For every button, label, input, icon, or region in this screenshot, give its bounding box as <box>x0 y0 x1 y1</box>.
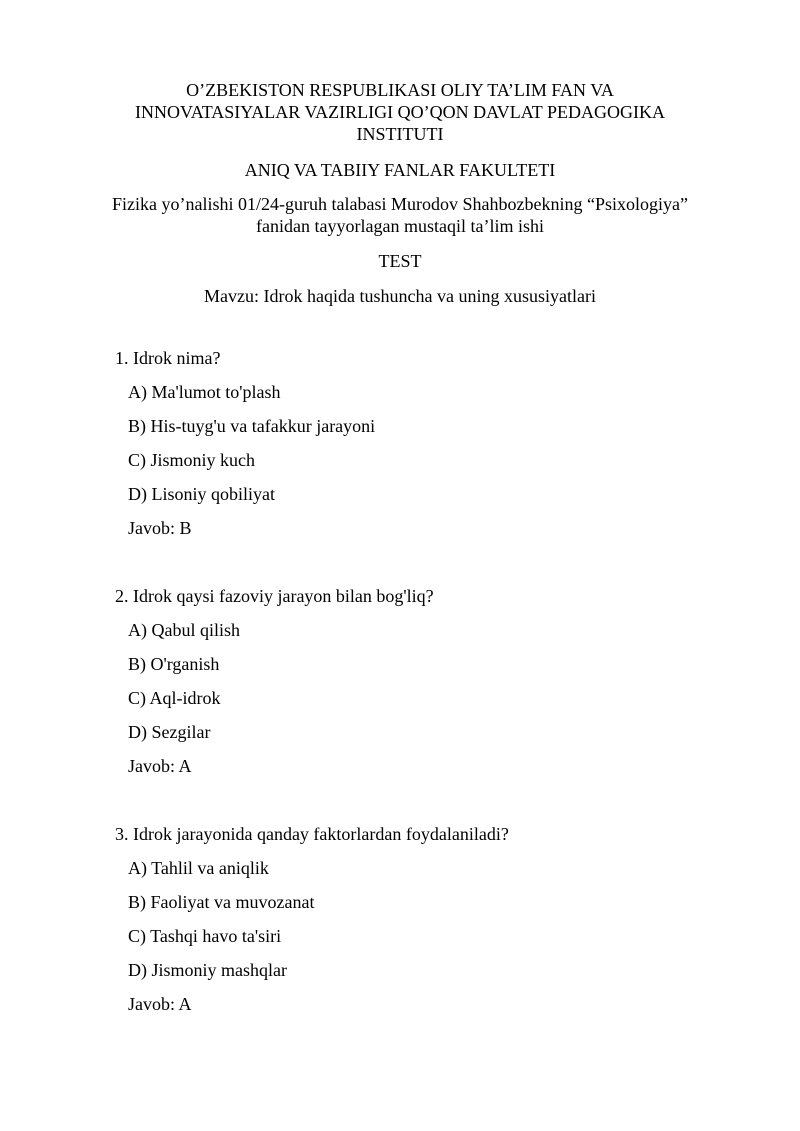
institution-title: O’ZBEKISTON RESPUBLIKASI OLIY TA’LIM FAN VA INNOVATASIYALAR VAZIRLIGI QO’QON DAVLAT PEDAGOGIKA INSTITUTI <box>135 80 665 144</box>
answer-option: B) O'rganish <box>128 654 220 674</box>
answer-option: D) Jismoniy mashqlar <box>128 960 287 980</box>
correct-answer: Javob: B <box>128 518 192 538</box>
question-title: 3. Idrok jarayonida qanday faktorlardan foydalaniladi? <box>115 824 509 844</box>
document-type: TEST <box>378 251 422 271</box>
answer-option: A) Tahlil va aniqlik <box>128 858 269 878</box>
correct-answer: Javob: A <box>128 756 192 776</box>
question-title: 1. Idrok nima? <box>115 348 221 368</box>
answer-option: A) Ma'lumot to'plash <box>128 382 281 402</box>
question-block <box>115 585 735 789</box>
correct-answer: Javob: A <box>128 994 192 1014</box>
question-block <box>115 823 735 1027</box>
author-intro: Fizika yo’nalishi 01/24-guruh talabasi Murodov Shahbozbekning “Psixologiya” fanidan tayyorlagan mustaqil ta’lim ishi <box>112 194 688 236</box>
answer-option: C) Jismoniy kuch <box>128 450 256 470</box>
faculty-title: ANIQ VA TABIIY FANLAR FAKULTETI <box>244 160 556 180</box>
topic-line: Mavzu: Idrok haqida tushuncha va uning xususiyatlari <box>204 286 596 306</box>
answer-option: B) His-tuyg'u va tafakkur jarayoni <box>128 416 376 436</box>
answer-option: D) Sezgilar <box>128 722 211 742</box>
answer-option: B) Faoliyat va muvozanat <box>128 892 315 912</box>
answer-option: C) Aql-idrok <box>128 688 221 708</box>
answer-option: C) Tashqi havo ta'siri <box>128 926 282 946</box>
answer-option: D) Lisoniy qobiliyat <box>128 484 275 504</box>
question-title: 2. Idrok qaysi fazoviy jarayon bilan bog'liq? <box>115 586 434 606</box>
answer-option: A) Qabul qilish <box>128 620 240 640</box>
question-block <box>115 347 735 551</box>
